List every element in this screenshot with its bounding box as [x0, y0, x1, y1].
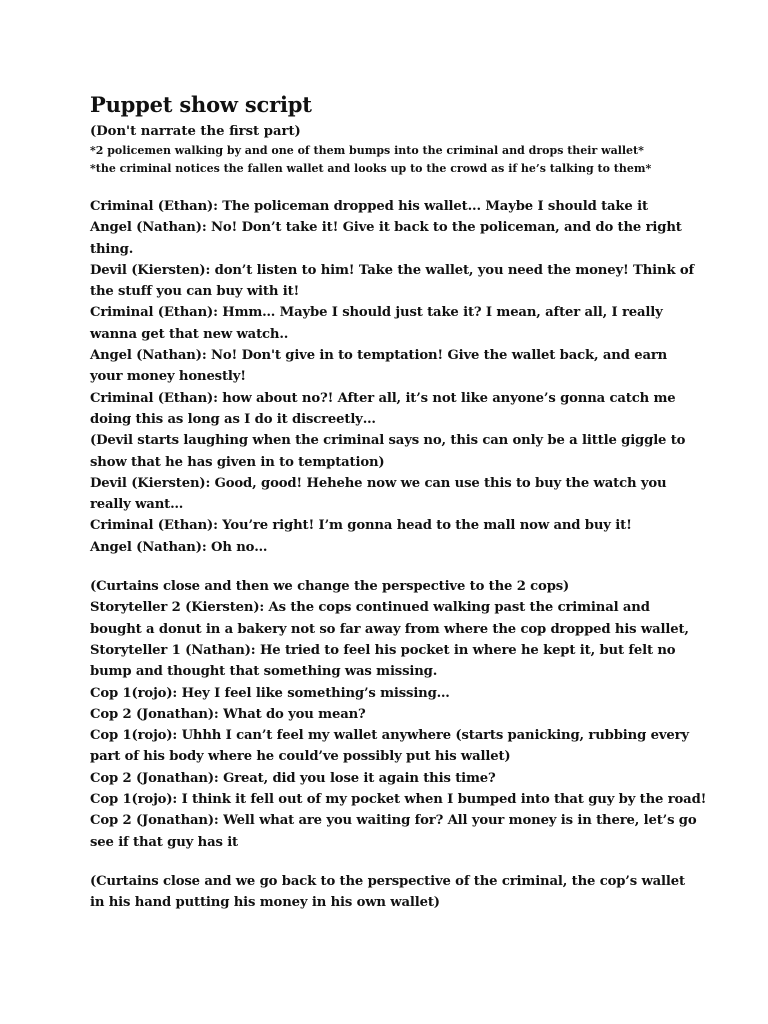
- script-line: in his hand putting his money in his own wallet): [90, 895, 440, 911]
- script-line: really want…: [90, 497, 184, 513]
- script-section-3: [90, 871, 685, 914]
- script-line: doing this as long as I do it discreetly…: [90, 411, 376, 427]
- script-line: Criminal (Ethan): You’re right! I’m gonna head to the mall now and buy it!: [90, 518, 632, 534]
- script-line: Angel (Nathan): No! Don't give in to temptation! Give the wallet back, and earn: [90, 348, 668, 364]
- script-line: Criminal (Ethan): The policeman dropped his wallet... Maybe I should take it: [90, 199, 648, 214]
- script-line: part of his body where he could’ve possibly put his wallet): [90, 749, 511, 765]
- script-line: Cop 2 (Jonathan): Great, did you lose it again this time?: [90, 770, 496, 786]
- script-section-1: [90, 196, 695, 558]
- script-section-2: [90, 576, 707, 853]
- stage-note: *the criminal notices the fallen wallet and looks up to the crowd as if he’s talking to them*: [90, 162, 652, 175]
- script-line: (Devil starts laughing when the criminal says no, this can only be a little giggle to: [90, 433, 686, 449]
- document-title: Puppet show script: [90, 92, 312, 117]
- script-line: Cop 1(rojo): Hey I feel like something’s missing…: [90, 685, 450, 701]
- script-line: Storyteller 1 (Nathan): He tried to feel his pocket in where he kept it, but felt no: [90, 642, 676, 658]
- script-line: Angel (Nathan): No! Don’t take it! Give it back to the policeman, and do the right: [90, 220, 682, 236]
- script-line: the stuff you can buy with it!: [90, 284, 300, 300]
- document-page: [90, 92, 707, 914]
- script-line: Cop 2 (Jonathan): Well what are you waiting for? All your money is in there, let’s go: [90, 813, 697, 829]
- script-line: your money honestly!: [90, 369, 246, 385]
- script-line: wanna get that new watch..: [90, 326, 289, 342]
- script-line: bought a donut in a bakery not so far away from where the cop dropped his wallet,: [90, 621, 689, 637]
- script-line: Criminal (Ethan): how about no?! After all, it’s not like anyone’s gonna catch me: [90, 390, 676, 406]
- script-line: Devil (Kiersten): don’t listen to him! Take the wallet, you need the money! Think of: [90, 262, 695, 278]
- script-line: bump and thought that something was missing.: [90, 664, 438, 680]
- script-line: thing.: [90, 241, 134, 257]
- script-line: (Curtains close and then we change the perspective to the 2 cops): [90, 579, 570, 595]
- script-line: Storyteller 2 (Kiersten): As the cops continued walking past the criminal and: [90, 600, 650, 616]
- script-line: Criminal (Ethan): Hmm… Maybe I should just take it? I mean, after all, I really: [90, 305, 663, 321]
- script-line: show that he has given in to temptation): [90, 454, 385, 470]
- document-subtitle: (Don't narrate the first part): [90, 124, 301, 139]
- script-line: Angel (Nathan): Oh no…: [90, 539, 268, 555]
- script-line: Cop 1(rojo): I think it fell out of my pocket when I bumped into that guy by the road!: [90, 792, 707, 808]
- script-line: Cop 2 (Jonathan): What do you mean?: [90, 706, 366, 722]
- stage-note: *2 policemen walking by and one of them bumps into the criminal and drops their wallet*: [90, 144, 644, 157]
- script-line: (Curtains close and we go back to the perspective of the criminal, the cop’s wallet: [90, 873, 685, 889]
- stage-notes: [90, 142, 682, 178]
- script-line: see if that guy has it: [90, 834, 238, 850]
- script-line: Cop 1(rojo): Uhhh I can’t feel my wallet anywhere (starts panicking, rubbing every: [90, 728, 689, 744]
- script-line: Devil (Kiersten): Good, good! Hehehe now we can use this to buy the watch you: [90, 475, 667, 491]
